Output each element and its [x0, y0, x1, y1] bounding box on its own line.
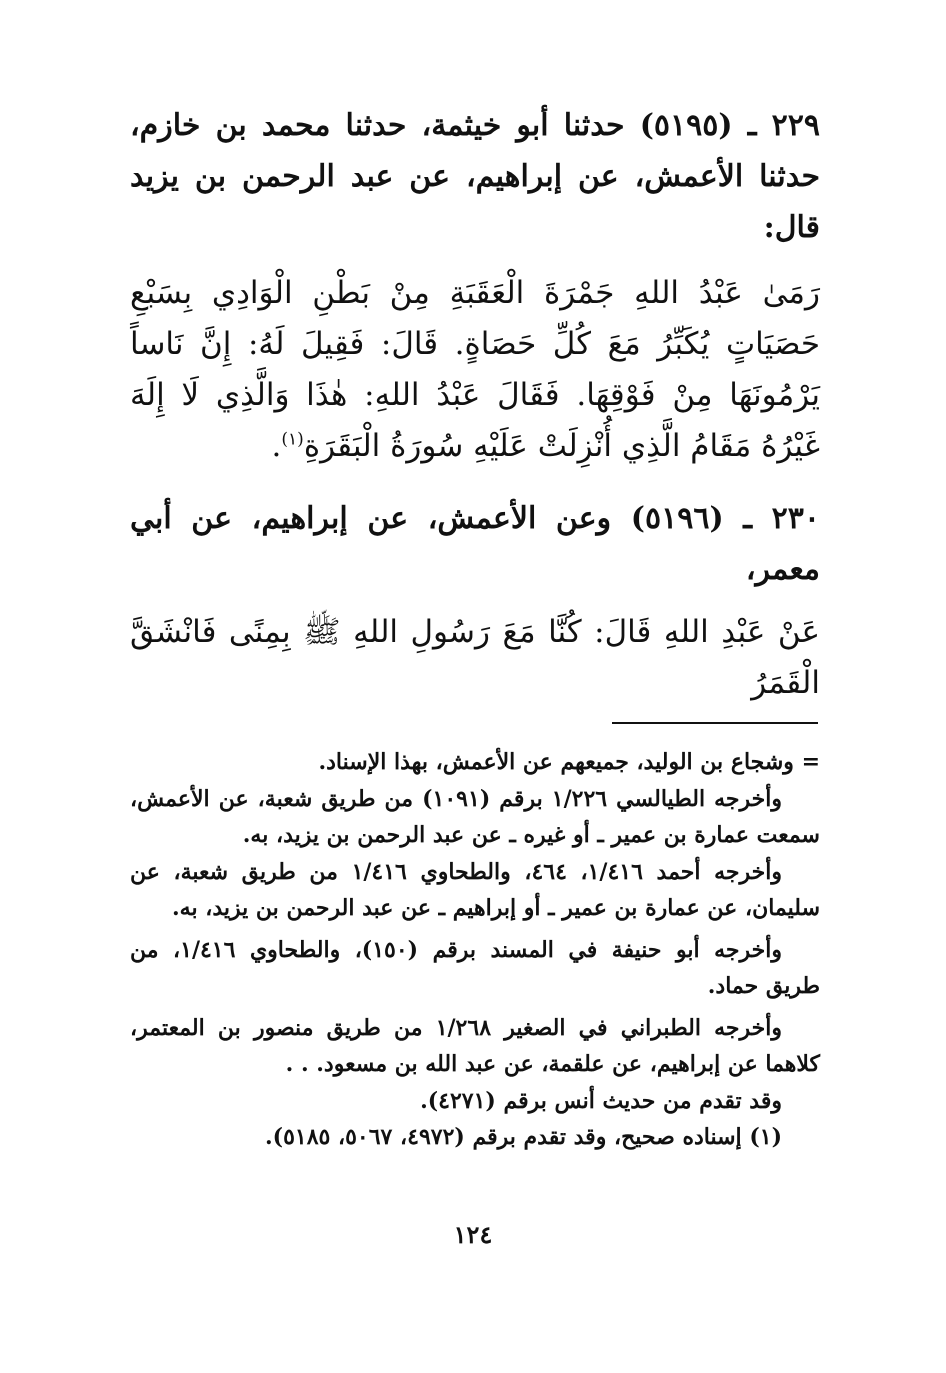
hadith-229-matn	[130, 268, 820, 472]
hadith-reference: (٥١٩٦)	[630, 501, 724, 536]
hadith-reference: (٥١٩٥)	[639, 108, 733, 143]
hadith-number: ٢٣٠	[771, 501, 821, 536]
footnote-paragraph: وأخرجه أبو حنيفة في المسند برقم (١٥٠)، والطحاوي ١/٤١٦، من طريق حماد.	[130, 936, 820, 999]
footnote-paragraph: وقد تقدم من حديث أنس برقم (٤٢٧١).	[420, 1087, 782, 1114]
footnote-paragraph: وأخرجه أحمد ١/٤١٦، ٤٦٤، والطحاوي ١/٤١٦ من طريق شعبة، عن سليمان، عن عمارة بن عمير ـ أو إبراهيم ـ عن عبد الرحمن بن يزيد، به.	[130, 858, 820, 921]
hadith-230-narration	[130, 493, 820, 595]
footnote-divider	[612, 722, 818, 724]
dash: ـ	[732, 108, 757, 143]
matn-text: عَنْ عَبْدِ اللهِ قَالَ: كُنَّا مَعَ رَسُولِ اللهِ ﷺ بِمِنًى فَانْشَقَّ الْقَمَرُ	[130, 614, 820, 701]
hadith-number: ٢٢٩	[771, 108, 820, 143]
footnote-1: (١) إسناده صحيح، وقد تقدم برقم (٤٩٧٢، ٥٠٦٧، ٥١٨٥).	[265, 1124, 782, 1150]
hadith-230-matn	[130, 607, 820, 709]
matn-end: .	[271, 428, 282, 464]
footnote-marker: (١)	[281, 429, 304, 450]
dash: ـ	[723, 501, 753, 536]
page-number: ١٢٤	[453, 1220, 493, 1249]
footnotes	[130, 744, 820, 1156]
footnote-continuation: = وشجاع بن الوليد، جميعهم عن الأعمش، بهذا الإسناد.	[318, 749, 820, 775]
matn-text: رَمَىٰ عَبْدُ اللهِ جَمْرَةَ الْعَقَبَةِ مِنْ بَطْنِ الْوَادِي بِسَبْعِ حَصَيَاتٍ يُكَبِّرُ مَعَ كُلِّ حَصَاةٍ. قَالَ: فَقِيلَ لَهُ: إِنَّ نَاساً يَرْمُونَهَا مِنْ فَوْقِهَا. فَقَالَ عَبْدُ اللهِ: هٰذَا وَالَّذِي لَا إِلَهَ غَيْرُهُ مَقَامُ الَّذِي أُنْزِلَتْ عَلَيْهِ سُورَةُ الْبَقَرَةِ	[130, 275, 820, 464]
hadith-229-narration	[130, 100, 820, 253]
footnote-paragraph: وأخرجه الطيالسي ١/٢٢٦ برقم (١٠٩١) من طريق شعبة، عن الأعمش، سمعت عمارة بن عمير ـ أو غيره ـ عن عبد الرحمن بن يزيد، به.	[130, 785, 820, 848]
footnote-paragraph: وأخرجه الطبراني في الصغير ١/٢٦٨ من طريق منصور بن المعتمر، كلاهما عن إبراهيم، عن علقمة، عن عبد الله بن مسعود. . .	[130, 1014, 820, 1077]
isnad-text: حدثنا أبو خيثمة، حدثنا محمد بن خازم، حدثنا الأعمش، عن إبراهيم، عن عبد الرحمن بن يزيد قال:	[130, 108, 820, 245]
isnad-text: وعن الأعمش، عن إبراهيم، عن أبي معمر،	[130, 501, 820, 587]
